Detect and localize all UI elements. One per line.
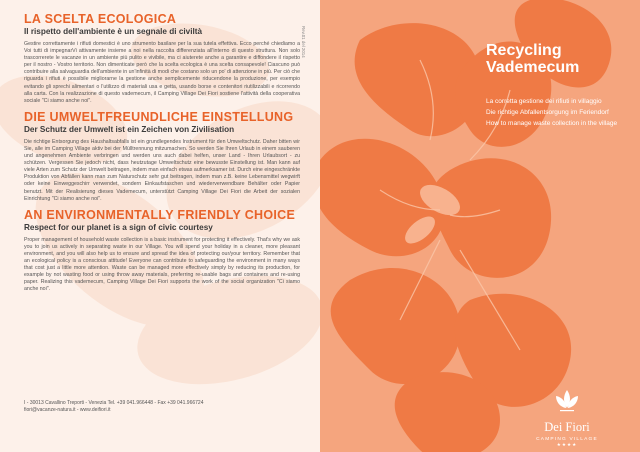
revision-label: Rev.01 del 2014 <box>301 26 306 58</box>
contact-web: fiori@vacanze-natura.it - www.deifiori.it <box>24 407 111 413</box>
section-italian <box>24 12 300 105</box>
section-body-german: Die richtige Entsorgung des Haushaltsabfalls ist ein grundlegendes Instrument für den Umweltschutz. Daher bitten wir Sie, alle im Camping Village aktiv bei der Mülltrennung mitzumachen. So werden Sie Ihren Urlaub in einem sauberen und angenehmen Ambiente verbringen und werden uns auch dabei helfen, unser Land - Ihren Urlaubsort - zu schützen. Vergessen Sie jedoch nicht, dass heutzutage Umweltschutz eine bewusste Einstellung ist. Man kann auf viele Arten zum Schutz der Umwelt beitragen, indem man einfach etwas aufmerksamer ist. Durch eine eingeschränkte Produktion von Abfällen kann man zum Naturschutz sehr gut beitragen, indem man z.B. keine Lebensmittel wegwirft oder keine Einweggeschirr verwendet, sondern Einkaufstaschen und wiederverwendbare Behälter oder Papier benutzt. Mit der Realisierung dieses Vademecum, unterstützt Camping Village Dei Fiori die Arbeit der sozialen Einrichtung "Ci siamo anche noi". <box>24 138 300 202</box>
section-english <box>24 208 300 294</box>
subtitle-english: How to manage waste collection in the village <box>486 120 618 127</box>
left-content <box>24 12 300 298</box>
logo-stars: ★★★★ <box>556 443 578 448</box>
contact-address: I - 30013 Cavallino Treporti - Venezia Tel. +39 041.966448 - Fax +39 041.966724 <box>24 400 204 406</box>
contact-footer <box>24 400 300 414</box>
lotus-icon <box>552 388 582 414</box>
section-title-english: AN ENVIRONMENTALLY FRIENDLY CHOICE <box>24 207 296 222</box>
brochure-title <box>486 42 636 76</box>
section-title-german: DIE UMWELTFREUNDLICHE EINSTELLUNG <box>24 109 294 124</box>
dei-fiori-logo <box>524 388 610 448</box>
section-subtitle-german: Der Schutz der Umwelt ist ein Zeichen von Zivilisation <box>24 124 235 134</box>
section-subtitle-italian: Il rispetto dell'ambiente è un segnale di civiltà <box>24 27 203 36</box>
section-body-italian: Gestire correttamente i rifiuti domestici è uno strumento basilare per la sua tutela effettiva. Ecco perché chiediamo a Voi tutti di impegnarVi attivamente insieme a noi nella raccolta differenziata all'interno di questo struttura. Non solo trascorrerete le vacanze in un ambiente più pulito e vivibile, ma ci aiuterete anche a garantire e diffondere il rispetto per il nostro - Vostro territorio. Non dimenticate però che la scelta ecologica è una scelta consapevole! Ciascuno può contribuire alla salvaguardia dell'ambiente in un'infinità di modi che costano solo un po' di attenzione in più. Per ciò che riguarda i rifiuti è possibile migliorarne la gestione anche semplicemente riducendone la produzione, per esempio evitando gli sprechi alimentari o l'utilizzo di materiali usa e getta, usando borse e contenitori riutilizzabili e ricorrendo alla carta. Con la realizzazione di questo vademecum, il Camping Village Dei Fiori sostiene l'attività della cooperativa sociale "Ci siamo anche noi". <box>24 41 300 104</box>
brochure-title-line1: Recycling <box>486 42 562 59</box>
section-subtitle-english: Respect for our planet is a sign of civic courtesy <box>24 222 213 232</box>
brochure-subtitles <box>486 96 636 129</box>
subtitle-italian: La corretta gestione dei rifiuti in villaggio <box>486 98 602 105</box>
brochure-title-line2: Vademecum <box>486 59 580 76</box>
section-body-english: Proper management of household waste collection is a basic instrument for protecting it effectively. That's why we ask you to join us actively in separating waste in our Village. You will spend your holiday in a cleaner, more pleasant environment, and you will also help us to ensure and spread the idea of protecting our/your territory. Remember that an ecological policy is a conscious attitude! Everyone can contribute to safeguarding the environment in many ways that cost just a little more attention. Waste can be managed more effectively simply by reducing its production, for example by not wasting food or using throw away materials, preferring re-usable bags and containers and re-using paper. Realizing this vademecum, Camping Village Dei Fiori supports the work of the social organization "Ci siamo anche noi". <box>24 236 300 293</box>
logo-tagline: CAMPING VILLAGE <box>536 437 598 442</box>
section-german <box>24 110 300 203</box>
subtitle-german: Die richtige Abfallentsorgung im Feriendorf <box>486 109 609 116</box>
logo-name: Dei Fiori <box>544 420 590 434</box>
section-title-italian: LA SCELTA ECOLOGICA <box>24 12 177 26</box>
